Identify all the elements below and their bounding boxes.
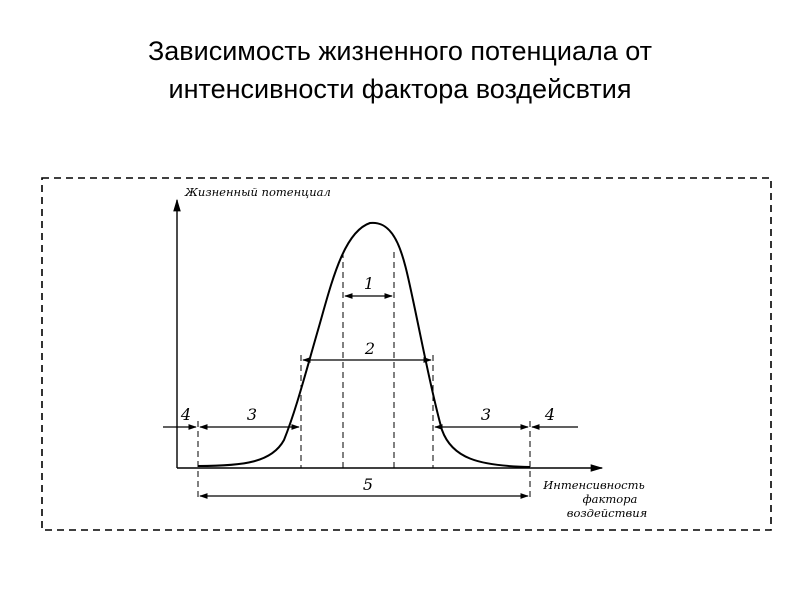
zone-5-label: 5 (362, 475, 374, 494)
x-axis-label-line-3: воздействия (566, 506, 648, 520)
title-line-1: Зависимость жизненного потенциала от (147, 36, 653, 66)
title-line-2: интенсивности фактора воздейсвтия (168, 74, 632, 104)
zone-3-right-label: 3 (480, 405, 492, 424)
x-axis-label-line-2: фактора (582, 492, 638, 506)
dashed-frame (42, 178, 771, 530)
zone-3-left-label: 3 (246, 405, 258, 424)
zone-1-label: 1 (363, 274, 375, 293)
zone-2-label: 2 (364, 339, 376, 358)
x-axis-label-line-1: Интенсивность (543, 478, 645, 492)
zone-4-right-label: 4 (544, 405, 556, 424)
zone-4-left-label: 4 (180, 405, 192, 424)
y-axis-label: Жизненный потенциал (185, 185, 331, 199)
